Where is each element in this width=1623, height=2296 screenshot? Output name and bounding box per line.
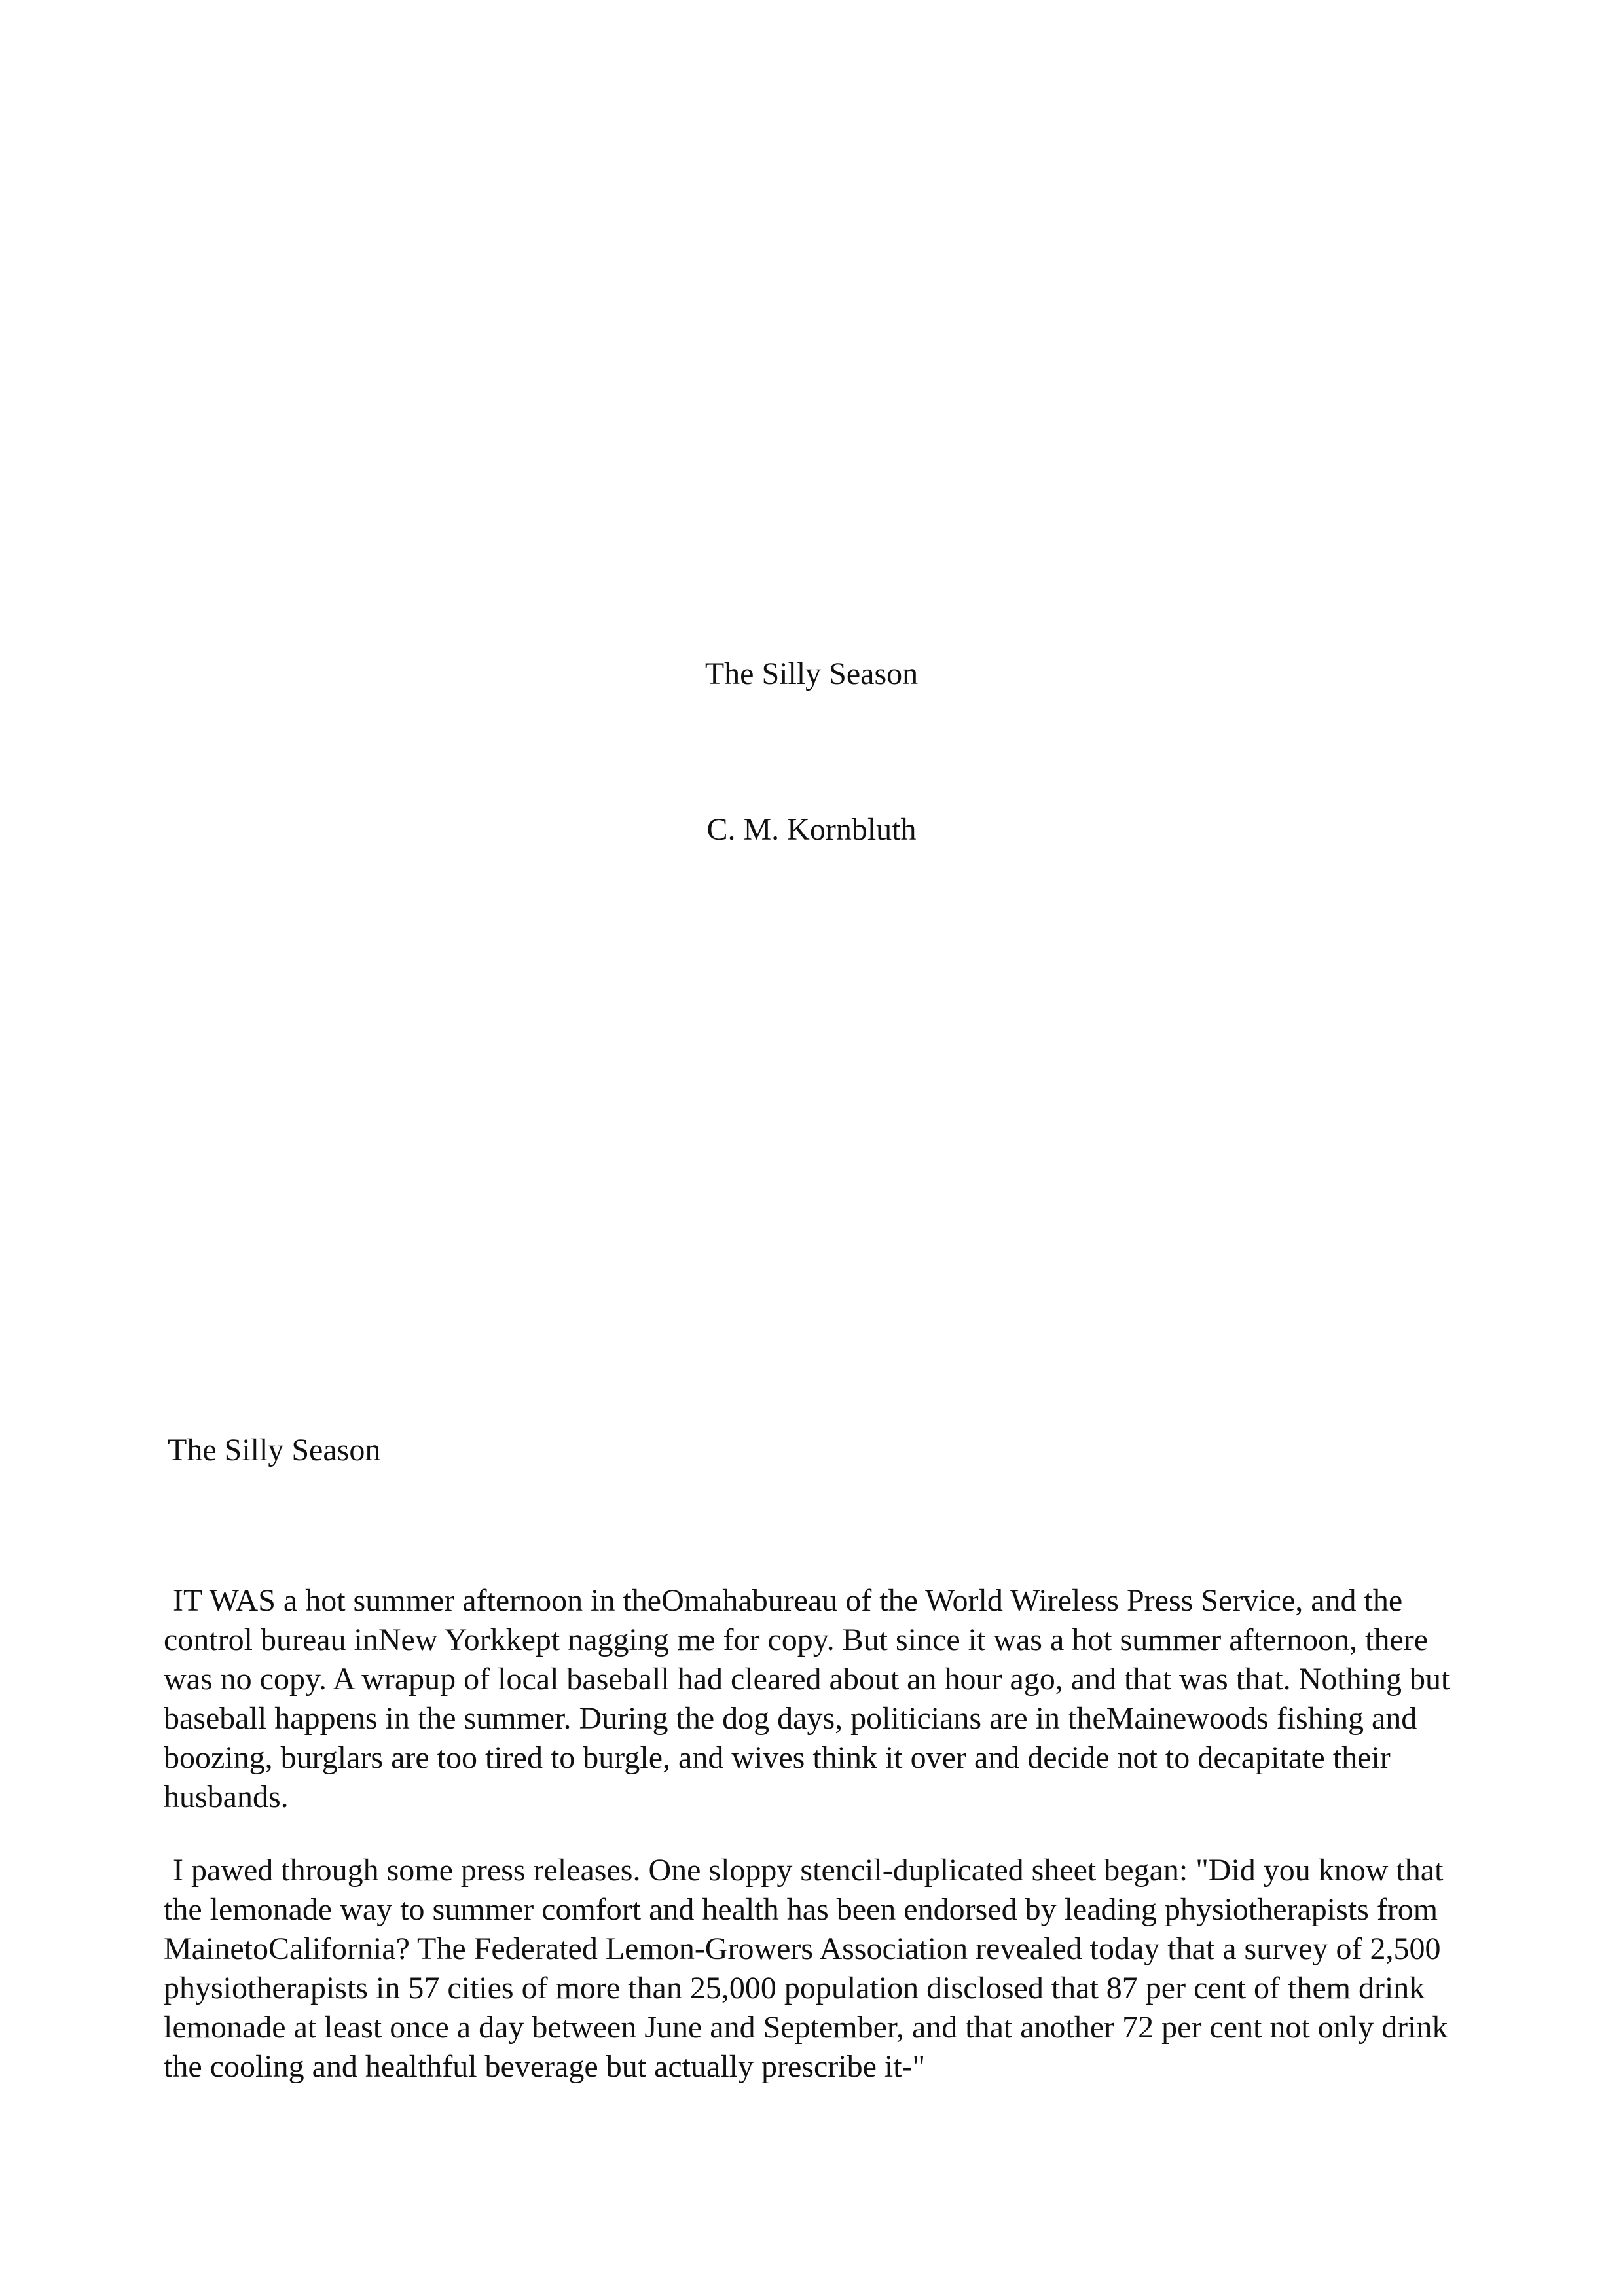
section-title: The Silly Season bbox=[168, 1433, 381, 1467]
document-author: C. M. Kornbluth bbox=[706, 812, 917, 847]
document-title: The Silly Season bbox=[704, 656, 919, 691]
body-paragraph: I pawed through some press releases. One sloppy stencil-duplicated sheet began: "Did you know that the lemonade way to summer comfort and health has been endorsed by leading physiotherapists from MainetoCalifornia? The Federated Lemon-Growers Association revealed today that a survey of 2,500 physiotherapists in 57 cities of more than 25,000 population disclosed that 87 per cent of them drink lemonade at least once a day between June and September, and that another 72 per cent not only drink the cooling and healthful beverage but actually prescribe it-" bbox=[164, 1853, 1448, 2084]
body-paragraph: IT WAS a hot summer afternoon in theOmahabureau of the World Wireless Press Service, and the control bureau inNew Yorkkept nagging me for copy. But since it was a hot summer afternoon, there was no copy. A wrapup of local baseball had cleared about an hour ago, and that was that. Nothing but baseball happens in the summer. During the dog days, politicians are in theMainewoods fishing and boozing, burglars are too tired to burgle, and wives think it over and decide not to decapitate their husbands. bbox=[164, 1583, 1450, 1814]
